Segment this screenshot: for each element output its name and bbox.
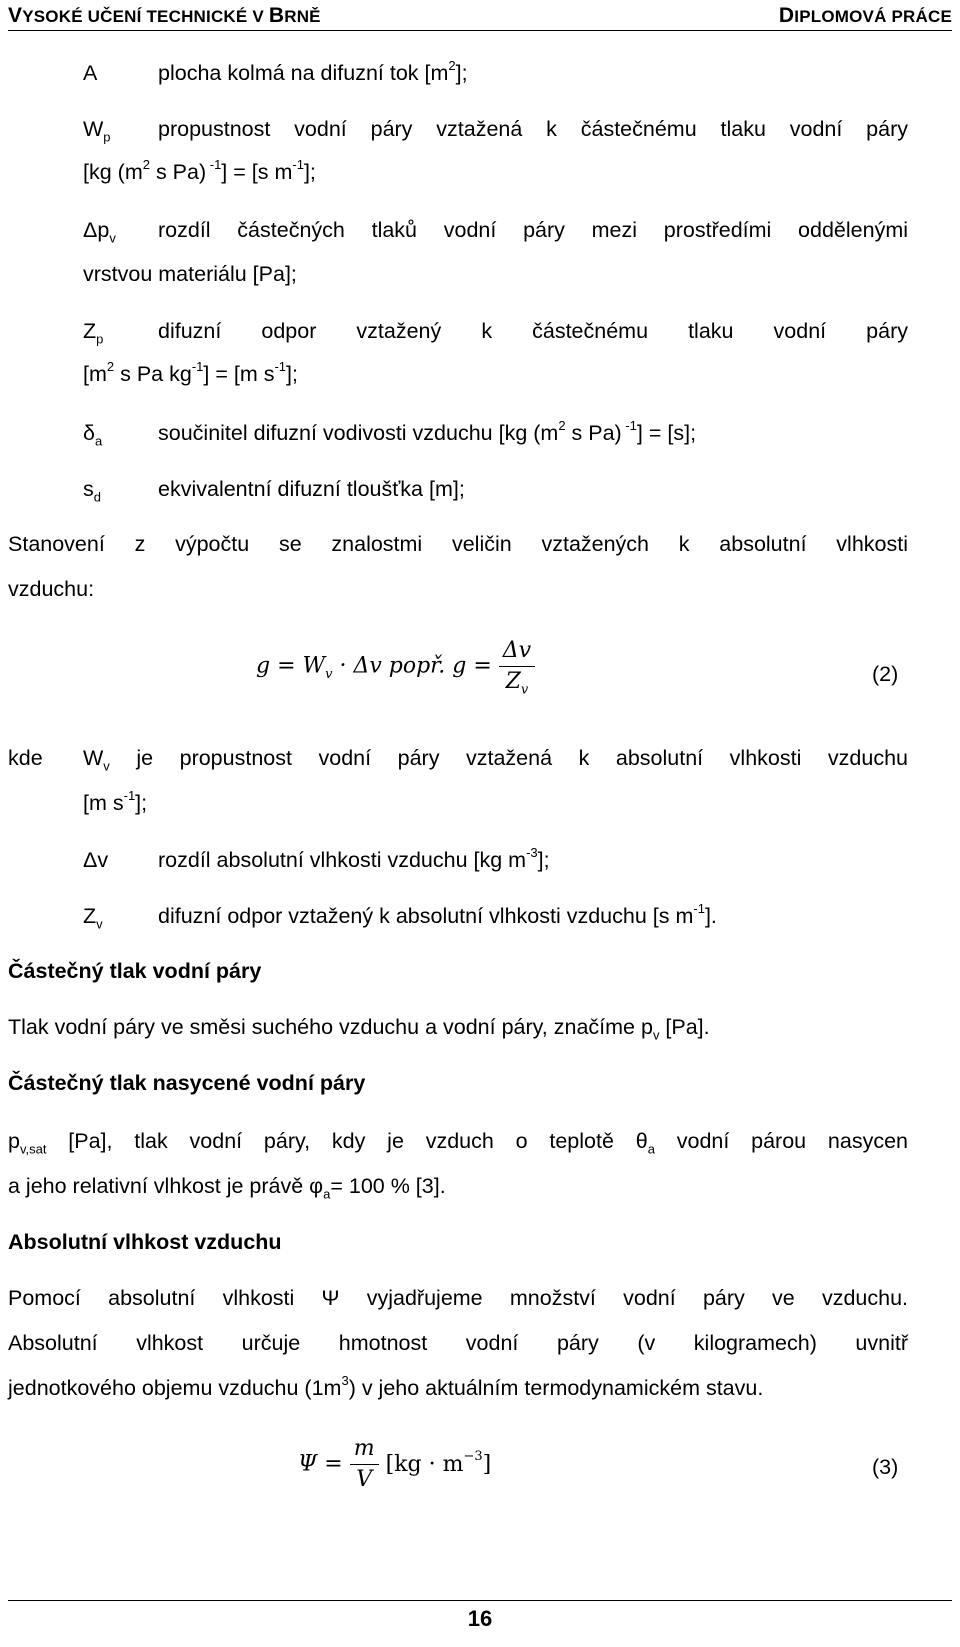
header-rule [8,30,952,31]
paragraph-line: jednotkového objemu vzduchu $(1m^3)$ v jeho aktuálním termodynamickém stavu. [8,1372,764,1400]
equation-3: Ψ = $\frac{m}{V}$ $[kg \cdot m^{-3}]$ [298,1436,492,1492]
def-symbol-dv: Δv [83,848,109,872]
def-symbol-Zv: $Z_v$ [83,904,103,932]
section-heading: Částečný tlak nasycené vodní páry [8,1071,366,1095]
def-text-sd: ekvivalentní difuzní tloušťka [m]; [158,477,465,501]
paragraph-line: $p_{v,sat}$ [Pa], tlak vodní páry, kdy je vzduch o teplotě $\theta_a$ vodní párou nasycen [8,1129,908,1157]
def-text-dpv: rozdíl částečných tlaků vodní páry mezi prostředími oddělenými [158,218,908,242]
paragraph-line: Tlak vodní páry ve směsi suchého vzduchu a vodní páry, značíme $p_v$ [Pa]. [8,1015,710,1043]
def-text-Wv: $W_v$ je propustnost vodní páry vztažená k absolutní vlhkosti vzduchu [83,746,908,774]
header-doc-type: DIPLOMOVÁ PRÁCE [778,4,952,27]
paragraph-line: Absolutní vlhkost určuje hmotnost vodní páry (v kilogramech) uvnitř [8,1331,908,1355]
section-heading: Absolutní vlhkost vzduchu [8,1230,282,1254]
kde-label: kde [8,746,43,770]
equation-2-fraction: $\frac{\Delta v}{Z_v}$ [499,638,535,695]
def-text-dv: rozdíl absolutní vlhkosti vzduchu [kg $m^{-3}$]; [158,844,550,872]
paragraph-line: vzduchu: [8,577,95,601]
def-text-Wp: propustnost vodní páry vztažená k částečnému tlaku vodní páry [158,117,908,141]
header-school: VYSOKÉ UČENÍ TECHNICKÉ V BRNĚ [8,4,321,27]
equation-number: (2) [872,662,899,686]
def-symbol-dpv: $\Delta p_v$ [83,218,116,246]
paragraph-line: Stanovení z výpočtu se znalostmi veličin vztažených k absolutní vlhkosti [8,532,908,556]
def-text-A: plocha kolmá na difuzní tok $[m^2]$; [158,57,468,85]
page-number: 16 [467,1606,493,1631]
def-symbol-sd: $s_d$ [83,477,101,505]
def-symbol-Zp: $Z_p$ [83,319,104,347]
def-unit-Zp: [$m^2$ s Pa $kg^{-1}] = [m$ $s^{-1}$]; [83,358,298,386]
def-unit-Wv: [m $s^{-1}$]; [83,787,148,815]
footer-rule [8,1600,952,1601]
paragraph-line: a jeho relativní vlhkost je právě $\varphi_a= 100$ % [3]. [8,1174,446,1202]
def-text-dpv-cont: vrstvou materiálu [Pa]; [83,262,297,286]
equation-2: $g = W_v \cdot \Delta v$ popř. g = $\frac{\Delta v}{Z_v}$ [256,638,535,695]
def-symbol-Wp: $W_p$ [83,117,111,145]
equation-3-unit: $[kg \cdot m^{-3}]$ [385,1449,492,1477]
section-heading: Částečný tlak vodní páry [8,959,262,983]
def-text-da: součinitel difuzní vodivosti vzduchu [kg ($m^2$ s Pa) $^{-1}$] = [s]; [158,417,697,445]
def-symbol-da: $\delta_a$ [83,421,103,449]
equation-3-fraction: $\frac{m}{V}$ [350,1436,379,1493]
def-unit-Wp: [kg ($m^2$ s Pa) $^{-1}$] = [s $m^{-1}$]; [83,156,316,184]
def-text-Zp: difuzní odpor vztažený k částečnému tlaku vodní páry [158,319,908,343]
def-symbol-A: A [83,61,98,85]
paragraph-line: Pomocí absolutní vlhkosti Ψ vyjadřujeme množství vodní páry ve vzduchu. [8,1286,908,1310]
def-text-Zv: difuzní odpor vztažený k absolutní vlhkosti vzduchu [s $m^{-1}$]. [158,900,717,928]
page-header [8,4,952,28]
equation-number: (3) [872,1455,899,1479]
